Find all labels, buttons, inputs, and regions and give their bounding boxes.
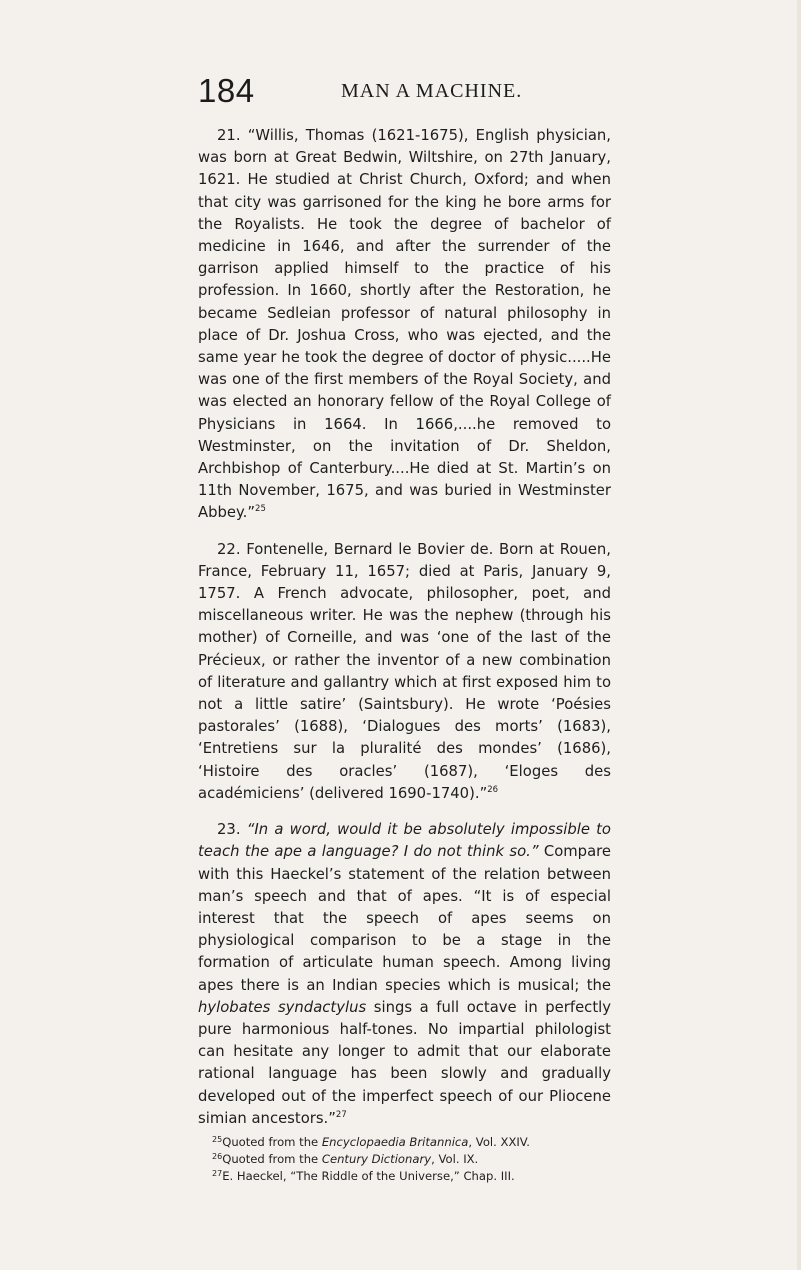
species-name: hylobates syndactylus: [198, 998, 367, 1016]
page-number: 184: [198, 72, 255, 109]
note-text-continued: sings a full octave in perfectly pure harmonious half-tones. No impartial philologist can hesitate any longer to admit that our elaborate rational language has been slowly and gradually developed out of the imperfect speech of our Pliocene simian ancestors.”: [198, 998, 611, 1127]
footnote-26: [198, 1151, 611, 1168]
footnote-ref: 25: [255, 504, 266, 515]
footnote-work-title: Encyclopaedia Britannica: [321, 1134, 469, 1149]
footnote-text: , Vol. XXIV.: [468, 1134, 530, 1149]
footnote-text: E. Haeckel, “The Riddle of the Universe,” Chap. III.: [222, 1168, 515, 1183]
footnote-ref: 27: [335, 1109, 347, 1120]
page-header: [0, 72, 801, 122]
footnote-25: [198, 1134, 611, 1151]
notes-body: [198, 125, 611, 1184]
running-title: MAN A MACHINE.: [341, 80, 523, 102]
footnote-marker: 26: [212, 1151, 223, 1161]
note-21: [198, 125, 611, 525]
footnote-marker: 27: [212, 1168, 223, 1178]
footnote-text: Quoted from the: [222, 1151, 322, 1166]
note-number: 22.: [217, 540, 241, 558]
footnote-work-title: Century Dictionary: [321, 1151, 432, 1166]
note-22: [198, 539, 611, 805]
footnote-marker: 25: [212, 1134, 223, 1144]
note-number: 21.: [217, 127, 241, 144]
note-23: [198, 819, 611, 1130]
footnote-ref: 26: [487, 784, 499, 795]
note-italic-quote: “In a word, would it be absolutely impossible to teach the ape a language? I do not think so.”: [198, 821, 611, 861]
footnote-27: [198, 1168, 611, 1185]
note-number: 23.: [217, 821, 241, 839]
note-text: Fontenelle, Bernard le Bovier de. Born at Rouen, France, February 11, 1657; died at Paris, January 9, 1757. A French advocate, philosopher, poet, and miscellaneous writer. He was the nephew (through his mother) of Corneille, and was ‘one of the last of the Précieux, or rather the inventor of a new combination of literature and gallantry which at first exposed him to not a little satire’ (Saintsbury). He wrote ‘Poésies pastorales’ (1688), ‘Dialogues des morts’ (1683), ‘Entretiens sur la pluralité des mondes’ (1686), ‘Histoire des oracles’ (1687), ‘Eloges des académiciens’ (delivered 1690-1740).”: [198, 540, 611, 802]
footnotes: [198, 1134, 611, 1184]
page-edge: [797, 0, 801, 1270]
footnote-text: Quoted from the: [222, 1134, 322, 1149]
note-text: “Willis, Thomas (1621-1675), English physician, was born at Great Bedwin, Wiltshire, on 27th January, 1621. He studied at Christ Church, Oxford; and when that city was garrisoned for the king he bore arms for the Royalists. He took the degree of bachelor of medicine in 1646, and after the surrender of the garrison applied himself to the practice of his profession. In 1660, shortly after the Restoration, he became Sedleian professor of natural philosophy in place of Dr. Joshua Cross, who was ejected, and the same year he took the degree of doctor of physic.....He was one of the first members of the Royal Society, and was elected an honorary fellow of the Royal College of Physicians in 1664. In 1666,....he removed to Westminster, on the invitation of Dr. Sheldon, Archbishop of Canterbury....He died at St. Martin’s on 11th November, 1675, and was buried in Westminster Abbey.”: [198, 127, 611, 522]
note-text: Compare with this Haeckel’s statement of the relation between man’s speech and that of apes. “It is of especial interest that the speech of apes seems on physiological comparison to be a stage in the formation of articulate human speech. Among living apes there is an Indian species which is musical; the: [198, 843, 611, 994]
footnote-text: , Vol. IX.: [431, 1151, 479, 1166]
